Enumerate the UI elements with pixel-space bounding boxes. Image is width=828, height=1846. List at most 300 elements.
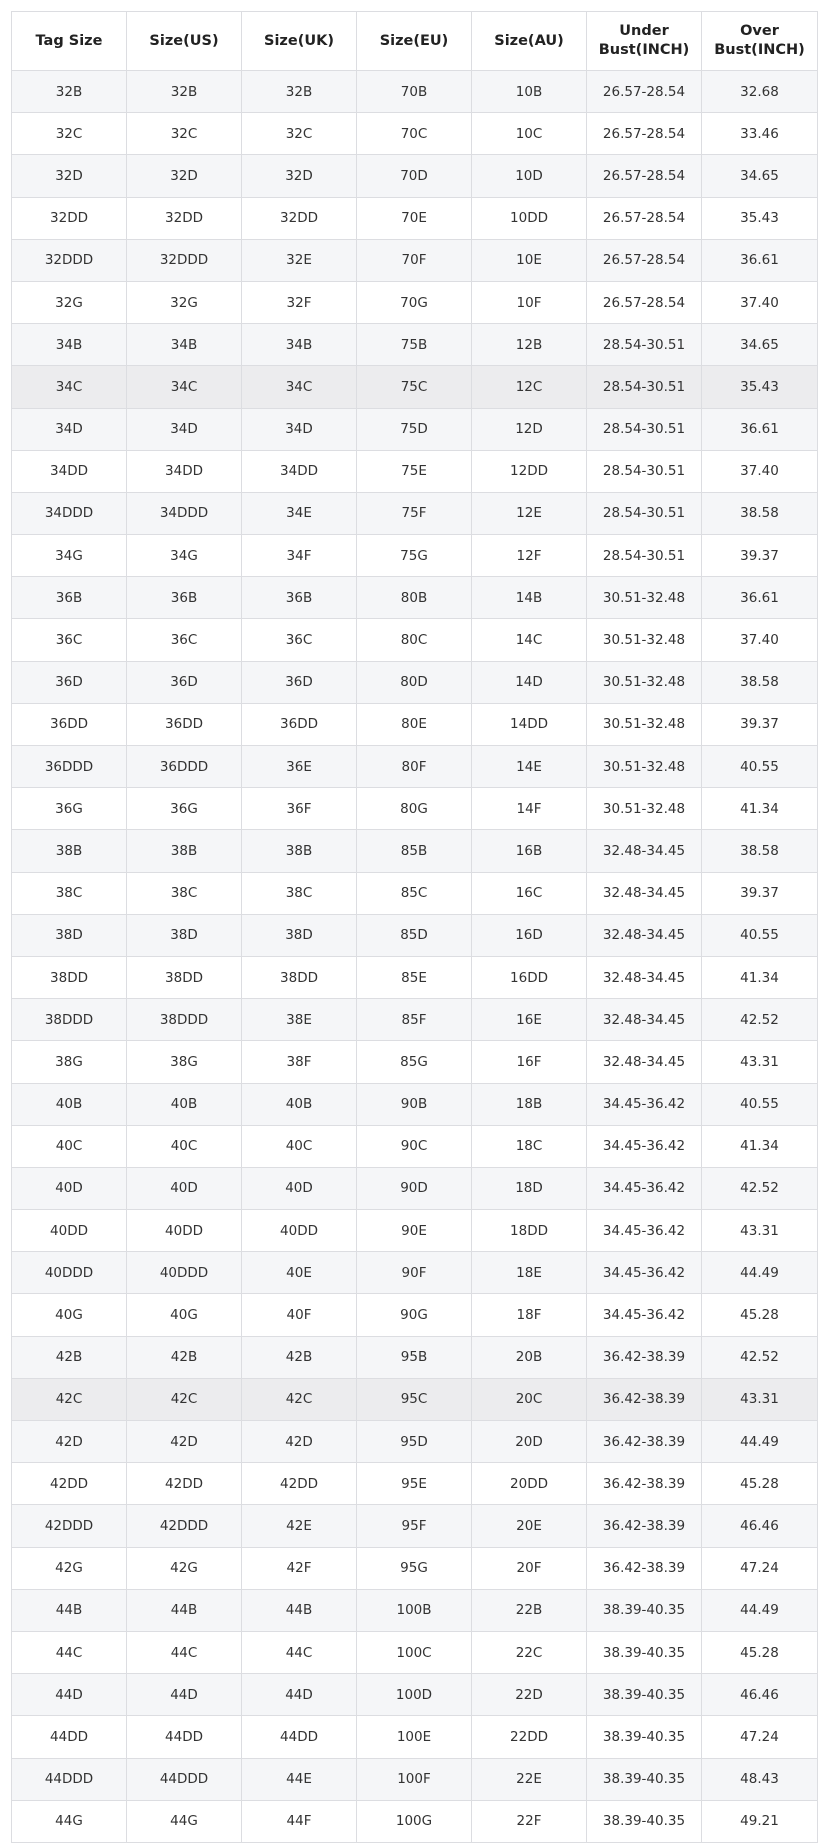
size-us-cell: 34DDD [127, 492, 242, 534]
under-bust-cell: 30.51-32.48 [587, 788, 702, 830]
tag-size-cell: 42B [12, 1336, 127, 1378]
header-size-au: Size(AU) [472, 12, 587, 71]
size-eu-cell: 85G [357, 1041, 472, 1083]
size-eu-cell: 80C [357, 619, 472, 661]
under-bust-cell: 28.54-30.51 [587, 366, 702, 408]
size-eu-cell: 95C [357, 1378, 472, 1420]
over-bust-cell: 36.61 [702, 408, 818, 450]
over-bust-cell: 34.65 [702, 324, 818, 366]
tag-size-cell: 44C [12, 1631, 127, 1673]
size-us-cell: 44G [127, 1800, 242, 1842]
size-us-cell: 36D [127, 661, 242, 703]
size-us-cell: 38DD [127, 956, 242, 998]
tag-size-cell: 40DD [12, 1210, 127, 1252]
size-au-cell: 12F [472, 535, 587, 577]
under-bust-cell: 38.39-40.35 [587, 1674, 702, 1716]
size-uk-cell: 40B [242, 1083, 357, 1125]
under-bust-cell: 26.57-28.54 [587, 281, 702, 323]
size-us-cell: 40B [127, 1083, 242, 1125]
size-au-cell: 22DD [472, 1716, 587, 1758]
size-eu-cell: 80B [357, 577, 472, 619]
under-bust-cell: 32.48-34.45 [587, 872, 702, 914]
size-eu-cell: 70D [357, 155, 472, 197]
size-uk-cell: 40DD [242, 1210, 357, 1252]
size-au-cell: 12DD [472, 450, 587, 492]
tag-size-cell: 38G [12, 1041, 127, 1083]
size-us-cell: 38D [127, 914, 242, 956]
under-bust-cell: 38.39-40.35 [587, 1800, 702, 1842]
size-au-cell: 16C [472, 872, 587, 914]
over-bust-cell: 39.37 [702, 872, 818, 914]
over-bust-cell: 35.43 [702, 197, 818, 239]
size-uk-cell: 42D [242, 1421, 357, 1463]
table-row [12, 1716, 818, 1758]
size-us-cell: 38B [127, 830, 242, 872]
size-eu-cell: 90B [357, 1083, 472, 1125]
tag-size-cell: 36DD [12, 703, 127, 745]
tag-size-cell: 36B [12, 577, 127, 619]
size-eu-cell: 75F [357, 492, 472, 534]
size-uk-cell: 36F [242, 788, 357, 830]
size-eu-cell: 75E [357, 450, 472, 492]
tag-size-cell: 40D [12, 1167, 127, 1209]
size-uk-cell: 34DD [242, 450, 357, 492]
size-uk-cell: 36DD [242, 703, 357, 745]
over-bust-cell: 39.37 [702, 535, 818, 577]
tag-size-cell: 40C [12, 1125, 127, 1167]
size-eu-cell: 95D [357, 1421, 472, 1463]
size-au-cell: 20E [472, 1505, 587, 1547]
tag-size-cell: 42C [12, 1378, 127, 1420]
size-us-cell: 44B [127, 1589, 242, 1631]
tag-size-cell: 38B [12, 830, 127, 872]
table-row [12, 872, 818, 914]
size-us-cell: 34C [127, 366, 242, 408]
over-bust-cell: 38.58 [702, 830, 818, 872]
under-bust-cell: 28.54-30.51 [587, 535, 702, 577]
size-us-cell: 42DDD [127, 1505, 242, 1547]
under-bust-cell: 34.45-36.42 [587, 1294, 702, 1336]
table-row [12, 197, 818, 239]
over-bust-cell: 41.34 [702, 788, 818, 830]
size-eu-cell: 80E [357, 703, 472, 745]
size-au-cell: 16F [472, 1041, 587, 1083]
over-bust-cell: 42.52 [702, 999, 818, 1041]
under-bust-cell: 26.57-28.54 [587, 71, 702, 113]
size-eu-cell: 90E [357, 1210, 472, 1252]
size-us-cell: 38G [127, 1041, 242, 1083]
size-eu-cell: 70B [357, 71, 472, 113]
table-row [12, 1421, 818, 1463]
under-bust-cell: 28.54-30.51 [587, 450, 702, 492]
size-uk-cell: 32E [242, 239, 357, 281]
tag-size-cell: 34B [12, 324, 127, 366]
header-over-bust: Over Bust(INCH) [702, 12, 818, 71]
over-bust-cell: 45.28 [702, 1294, 818, 1336]
size-uk-cell: 32B [242, 71, 357, 113]
table-row [12, 1336, 818, 1378]
under-bust-cell: 34.45-36.42 [587, 1125, 702, 1167]
under-bust-cell: 26.57-28.54 [587, 197, 702, 239]
table-row [12, 1167, 818, 1209]
size-us-cell: 42DD [127, 1463, 242, 1505]
over-bust-cell: 40.55 [702, 1083, 818, 1125]
tag-size-cell: 34DDD [12, 492, 127, 534]
size-eu-cell: 85C [357, 872, 472, 914]
size-uk-cell: 32D [242, 155, 357, 197]
table-row [12, 324, 818, 366]
tag-size-cell: 38DDD [12, 999, 127, 1041]
over-bust-cell: 44.49 [702, 1421, 818, 1463]
size-eu-cell: 100E [357, 1716, 472, 1758]
size-au-cell: 10DD [472, 197, 587, 239]
size-us-cell: 32C [127, 113, 242, 155]
under-bust-cell: 34.45-36.42 [587, 1210, 702, 1252]
size-eu-cell: 80F [357, 746, 472, 788]
under-bust-cell: 38.39-40.35 [587, 1589, 702, 1631]
over-bust-cell: 46.46 [702, 1674, 818, 1716]
over-bust-cell: 47.24 [702, 1716, 818, 1758]
size-au-cell: 20B [472, 1336, 587, 1378]
under-bust-cell: 26.57-28.54 [587, 113, 702, 155]
size-au-cell: 22F [472, 1800, 587, 1842]
tag-size-cell: 32G [12, 281, 127, 323]
tag-size-cell: 44G [12, 1800, 127, 1842]
table-row [12, 1294, 818, 1336]
table-row [12, 1378, 818, 1420]
table-row [12, 577, 818, 619]
table-row [12, 1800, 818, 1842]
under-bust-cell: 36.42-38.39 [587, 1378, 702, 1420]
under-bust-cell: 32.48-34.45 [587, 956, 702, 998]
size-eu-cell: 70F [357, 239, 472, 281]
header-size-uk: Size(UK) [242, 12, 357, 71]
tag-size-cell: 44DD [12, 1716, 127, 1758]
under-bust-cell: 28.54-30.51 [587, 408, 702, 450]
header-size-eu: Size(EU) [357, 12, 472, 71]
size-au-cell: 22B [472, 1589, 587, 1631]
size-au-cell: 14DD [472, 703, 587, 745]
size-eu-cell: 100F [357, 1758, 472, 1800]
over-bust-cell: 45.28 [702, 1463, 818, 1505]
size-eu-cell: 75G [357, 535, 472, 577]
under-bust-cell: 26.57-28.54 [587, 155, 702, 197]
size-au-cell: 18B [472, 1083, 587, 1125]
size-eu-cell: 95E [357, 1463, 472, 1505]
tag-size-cell: 40DDD [12, 1252, 127, 1294]
size-au-cell: 18C [472, 1125, 587, 1167]
table-row [12, 1589, 818, 1631]
size-au-cell: 10D [472, 155, 587, 197]
size-uk-cell: 36B [242, 577, 357, 619]
over-bust-cell: 45.28 [702, 1631, 818, 1673]
under-bust-cell: 38.39-40.35 [587, 1758, 702, 1800]
table-row [12, 999, 818, 1041]
tag-size-cell: 44B [12, 1589, 127, 1631]
size-table [11, 11, 818, 1843]
size-eu-cell: 75D [357, 408, 472, 450]
under-bust-cell: 32.48-34.45 [587, 830, 702, 872]
size-au-cell: 16D [472, 914, 587, 956]
size-eu-cell: 70G [357, 281, 472, 323]
size-uk-cell: 44C [242, 1631, 357, 1673]
size-eu-cell: 100D [357, 1674, 472, 1716]
size-au-cell: 14F [472, 788, 587, 830]
size-us-cell: 42D [127, 1421, 242, 1463]
size-au-cell: 20DD [472, 1463, 587, 1505]
tag-size-cell: 34C [12, 366, 127, 408]
size-us-cell: 42C [127, 1378, 242, 1420]
over-bust-cell: 36.61 [702, 239, 818, 281]
size-eu-cell: 90D [357, 1167, 472, 1209]
table-row [12, 914, 818, 956]
tag-size-cell: 32DD [12, 197, 127, 239]
size-au-cell: 12E [472, 492, 587, 534]
size-uk-cell: 42F [242, 1547, 357, 1589]
size-uk-cell: 38F [242, 1041, 357, 1083]
over-bust-cell: 37.40 [702, 450, 818, 492]
tag-size-cell: 44DDD [12, 1758, 127, 1800]
size-eu-cell: 70C [357, 113, 472, 155]
header-row [12, 12, 818, 71]
tag-size-cell: 40B [12, 1083, 127, 1125]
size-uk-cell: 40C [242, 1125, 357, 1167]
size-au-cell: 18DD [472, 1210, 587, 1252]
tag-size-cell: 38DD [12, 956, 127, 998]
size-uk-cell: 42B [242, 1336, 357, 1378]
size-chart [11, 11, 817, 1843]
tag-size-cell: 40G [12, 1294, 127, 1336]
over-bust-cell: 39.37 [702, 703, 818, 745]
size-eu-cell: 70E [357, 197, 472, 239]
table-row [12, 1758, 818, 1800]
over-bust-cell: 40.55 [702, 914, 818, 956]
size-uk-cell: 40D [242, 1167, 357, 1209]
size-us-cell: 36G [127, 788, 242, 830]
size-au-cell: 16E [472, 999, 587, 1041]
size-au-cell: 14E [472, 746, 587, 788]
size-uk-cell: 34F [242, 535, 357, 577]
table-row [12, 535, 818, 577]
size-eu-cell: 85E [357, 956, 472, 998]
header-size-us: Size(US) [127, 12, 242, 71]
table-row [12, 155, 818, 197]
size-us-cell: 40DD [127, 1210, 242, 1252]
table-row [12, 1674, 818, 1716]
size-us-cell: 34B [127, 324, 242, 366]
size-au-cell: 20C [472, 1378, 587, 1420]
size-uk-cell: 34B [242, 324, 357, 366]
table-row [12, 956, 818, 998]
table-row [12, 366, 818, 408]
under-bust-cell: 30.51-32.48 [587, 577, 702, 619]
size-uk-cell: 34D [242, 408, 357, 450]
size-au-cell: 10F [472, 281, 587, 323]
size-us-cell: 40D [127, 1167, 242, 1209]
under-bust-cell: 26.57-28.54 [587, 239, 702, 281]
over-bust-cell: 47.24 [702, 1547, 818, 1589]
size-eu-cell: 75B [357, 324, 472, 366]
table-row [12, 746, 818, 788]
size-uk-cell: 32C [242, 113, 357, 155]
size-au-cell: 20D [472, 1421, 587, 1463]
tag-size-cell: 36C [12, 619, 127, 661]
size-uk-cell: 38E [242, 999, 357, 1041]
over-bust-cell: 43.31 [702, 1210, 818, 1252]
over-bust-cell: 43.31 [702, 1041, 818, 1083]
tag-size-cell: 38D [12, 914, 127, 956]
size-au-cell: 22C [472, 1631, 587, 1673]
size-us-cell: 32DD [127, 197, 242, 239]
size-uk-cell: 42C [242, 1378, 357, 1420]
size-us-cell: 42B [127, 1336, 242, 1378]
size-au-cell: 14C [472, 619, 587, 661]
size-uk-cell: 44D [242, 1674, 357, 1716]
size-us-cell: 32B [127, 71, 242, 113]
size-au-cell: 10E [472, 239, 587, 281]
over-bust-cell: 46.46 [702, 1505, 818, 1547]
table-row [12, 492, 818, 534]
size-us-cell: 32D [127, 155, 242, 197]
table-row [12, 408, 818, 450]
size-eu-cell: 100G [357, 1800, 472, 1842]
size-au-cell: 18D [472, 1167, 587, 1209]
tag-size-cell: 44D [12, 1674, 127, 1716]
under-bust-cell: 30.51-32.48 [587, 746, 702, 788]
under-bust-cell: 36.42-38.39 [587, 1547, 702, 1589]
size-eu-cell: 80G [357, 788, 472, 830]
over-bust-cell: 41.34 [702, 1125, 818, 1167]
size-au-cell: 10B [472, 71, 587, 113]
table-row [12, 703, 818, 745]
header-under-bust: Under Bust(INCH) [587, 12, 702, 71]
size-au-cell: 20F [472, 1547, 587, 1589]
size-au-cell: 16B [472, 830, 587, 872]
table-row [12, 1083, 818, 1125]
over-bust-cell: 34.65 [702, 155, 818, 197]
table-row [12, 661, 818, 703]
size-us-cell: 44C [127, 1631, 242, 1673]
size-eu-cell: 100C [357, 1631, 472, 1673]
table-row [12, 788, 818, 830]
over-bust-cell: 35.43 [702, 366, 818, 408]
size-eu-cell: 85F [357, 999, 472, 1041]
tag-size-cell: 42DD [12, 1463, 127, 1505]
size-uk-cell: 34C [242, 366, 357, 408]
size-us-cell: 32G [127, 281, 242, 323]
table-row [12, 239, 818, 281]
size-au-cell: 18E [472, 1252, 587, 1294]
size-eu-cell: 75C [357, 366, 472, 408]
over-bust-cell: 42.52 [702, 1336, 818, 1378]
size-us-cell: 38C [127, 872, 242, 914]
under-bust-cell: 32.48-34.45 [587, 1041, 702, 1083]
size-uk-cell: 42DD [242, 1463, 357, 1505]
over-bust-cell: 38.58 [702, 661, 818, 703]
size-eu-cell: 95B [357, 1336, 472, 1378]
size-us-cell: 36DD [127, 703, 242, 745]
table-row [12, 1252, 818, 1294]
table-row [12, 830, 818, 872]
table-row [12, 71, 818, 113]
size-uk-cell: 40E [242, 1252, 357, 1294]
over-bust-cell: 33.46 [702, 113, 818, 155]
tag-size-cell: 42D [12, 1421, 127, 1463]
size-uk-cell: 44E [242, 1758, 357, 1800]
size-uk-cell: 36D [242, 661, 357, 703]
over-bust-cell: 44.49 [702, 1589, 818, 1631]
size-us-cell: 44D [127, 1674, 242, 1716]
size-uk-cell: 38DD [242, 956, 357, 998]
table-row [12, 1463, 818, 1505]
size-uk-cell: 34E [242, 492, 357, 534]
tag-size-cell: 36D [12, 661, 127, 703]
under-bust-cell: 30.51-32.48 [587, 619, 702, 661]
over-bust-cell: 37.40 [702, 619, 818, 661]
size-uk-cell: 44B [242, 1589, 357, 1631]
tag-size-cell: 32C [12, 113, 127, 155]
size-us-cell: 44DDD [127, 1758, 242, 1800]
size-us-cell: 40DDD [127, 1252, 242, 1294]
over-bust-cell: 49.21 [702, 1800, 818, 1842]
size-us-cell: 36C [127, 619, 242, 661]
tag-size-cell: 32DDD [12, 239, 127, 281]
over-bust-cell: 42.52 [702, 1167, 818, 1209]
size-au-cell: 10C [472, 113, 587, 155]
under-bust-cell: 32.48-34.45 [587, 999, 702, 1041]
size-uk-cell: 44DD [242, 1716, 357, 1758]
over-bust-cell: 48.43 [702, 1758, 818, 1800]
tag-size-cell: 38C [12, 872, 127, 914]
tag-size-cell: 34G [12, 535, 127, 577]
table-row [12, 1041, 818, 1083]
size-au-cell: 12C [472, 366, 587, 408]
under-bust-cell: 38.39-40.35 [587, 1631, 702, 1673]
size-au-cell: 14B [472, 577, 587, 619]
under-bust-cell: 36.42-38.39 [587, 1505, 702, 1547]
size-au-cell: 18F [472, 1294, 587, 1336]
table-body [12, 71, 818, 1843]
size-us-cell: 40C [127, 1125, 242, 1167]
table-row [12, 113, 818, 155]
size-eu-cell: 90F [357, 1252, 472, 1294]
under-bust-cell: 36.42-38.39 [587, 1336, 702, 1378]
size-eu-cell: 100B [357, 1589, 472, 1631]
size-us-cell: 42G [127, 1547, 242, 1589]
size-uk-cell: 38C [242, 872, 357, 914]
under-bust-cell: 36.42-38.39 [587, 1421, 702, 1463]
table-row [12, 1125, 818, 1167]
size-uk-cell: 42E [242, 1505, 357, 1547]
under-bust-cell: 30.51-32.48 [587, 661, 702, 703]
tag-size-cell: 36G [12, 788, 127, 830]
table-row [12, 450, 818, 492]
over-bust-cell: 36.61 [702, 577, 818, 619]
under-bust-cell: 32.48-34.45 [587, 914, 702, 956]
tag-size-cell: 34D [12, 408, 127, 450]
size-uk-cell: 40F [242, 1294, 357, 1336]
tag-size-cell: 32D [12, 155, 127, 197]
tag-size-cell: 32B [12, 71, 127, 113]
size-eu-cell: 85B [357, 830, 472, 872]
tag-size-cell: 36DDD [12, 746, 127, 788]
size-uk-cell: 36C [242, 619, 357, 661]
over-bust-cell: 41.34 [702, 956, 818, 998]
size-us-cell: 44DD [127, 1716, 242, 1758]
over-bust-cell: 44.49 [702, 1252, 818, 1294]
size-us-cell: 34G [127, 535, 242, 577]
size-us-cell: 36DDD [127, 746, 242, 788]
